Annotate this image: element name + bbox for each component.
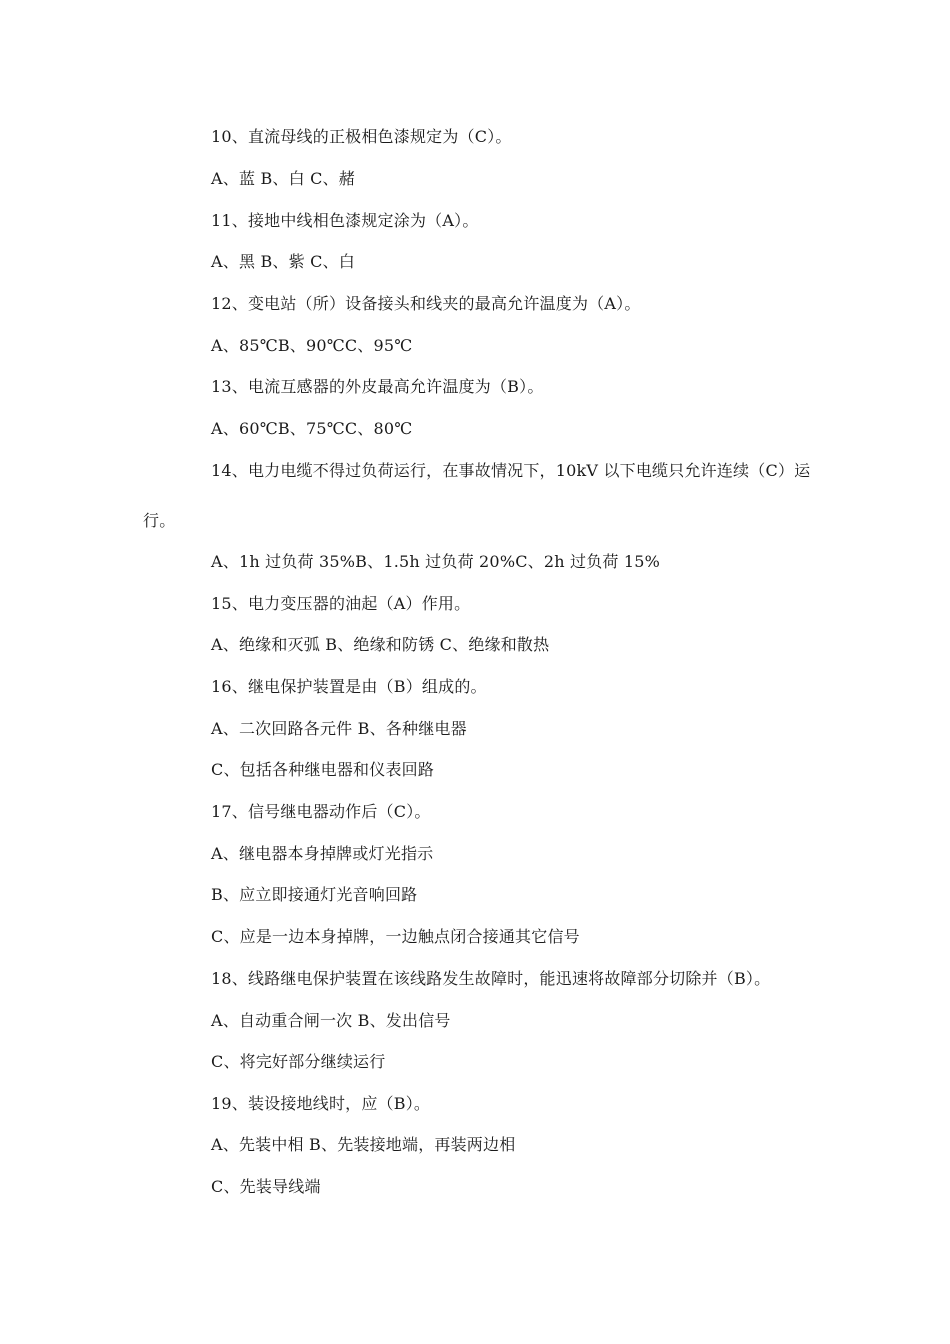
question-15: 15、电力变压器的油起（A）作用。: [211, 594, 471, 613]
options-17-c: C、应是一边本身掉牌，一边触点闭合接通其它信号: [211, 927, 580, 946]
question-17: 17、信号继电器动作后（C）。: [211, 802, 431, 821]
question-13: 13、电流互感器的外皮最高允许温度为（B）。: [211, 377, 544, 396]
options-13: A、60℃B、75℃C、80℃: [211, 419, 413, 438]
question-19: 19、装设接地线时，应（B）。: [211, 1094, 431, 1113]
options-18-a-b: A、自动重合闸一次 B、发出信号: [211, 1011, 451, 1030]
question-12: 12、变电站（所）设备接头和线夹的最高允许温度为（A）。: [211, 294, 641, 313]
question-14: 14、电力电缆不得过负荷运行，在事故情况下，10kV 以下电缆只允许连续（C）运: [211, 461, 811, 480]
question-10: 10、直流母线的正极相色漆规定为（C）。: [211, 127, 512, 146]
options-12: A、85℃B、90℃C、95℃: [211, 336, 413, 355]
options-15: A、绝缘和灭弧 B、绝缘和防锈 C、绝缘和散热: [211, 635, 550, 654]
options-16-c: C、包括各种继电器和仪表回路: [211, 760, 435, 779]
question-16: 16、继电保护装置是由（B）组成的。: [211, 677, 487, 696]
options-11: A、黑 B、紫 C、白: [211, 252, 355, 271]
question-14-continued: 行。: [143, 511, 176, 530]
options-19-a-b: A、先装中相 B、先装接地端，再装两边相: [211, 1135, 516, 1154]
options-18-c: C、将完好部分继续运行: [211, 1052, 386, 1071]
options-19-c: C、先装导线端: [211, 1177, 321, 1196]
options-17-b: B、应立即接通灯光音响回路: [211, 885, 418, 904]
question-11: 11、接地中线相色漆规定涂为（A）。: [211, 211, 479, 230]
options-10: A、蓝 B、白 C、赭: [211, 169, 355, 188]
options-17-a: A、继电器本身掉牌或灯光指示: [211, 844, 434, 863]
options-14: A、1h 过负荷 35%B、1.5h 过负荷 20%C、2h 过负荷 15%: [211, 552, 661, 571]
question-18: 18、线路继电保护装置在该线路发生故障时，能迅速将故障部分切除并（B）。: [211, 969, 771, 988]
options-16-a-b: A、二次回路各元件 B、各种继电器: [211, 719, 467, 738]
